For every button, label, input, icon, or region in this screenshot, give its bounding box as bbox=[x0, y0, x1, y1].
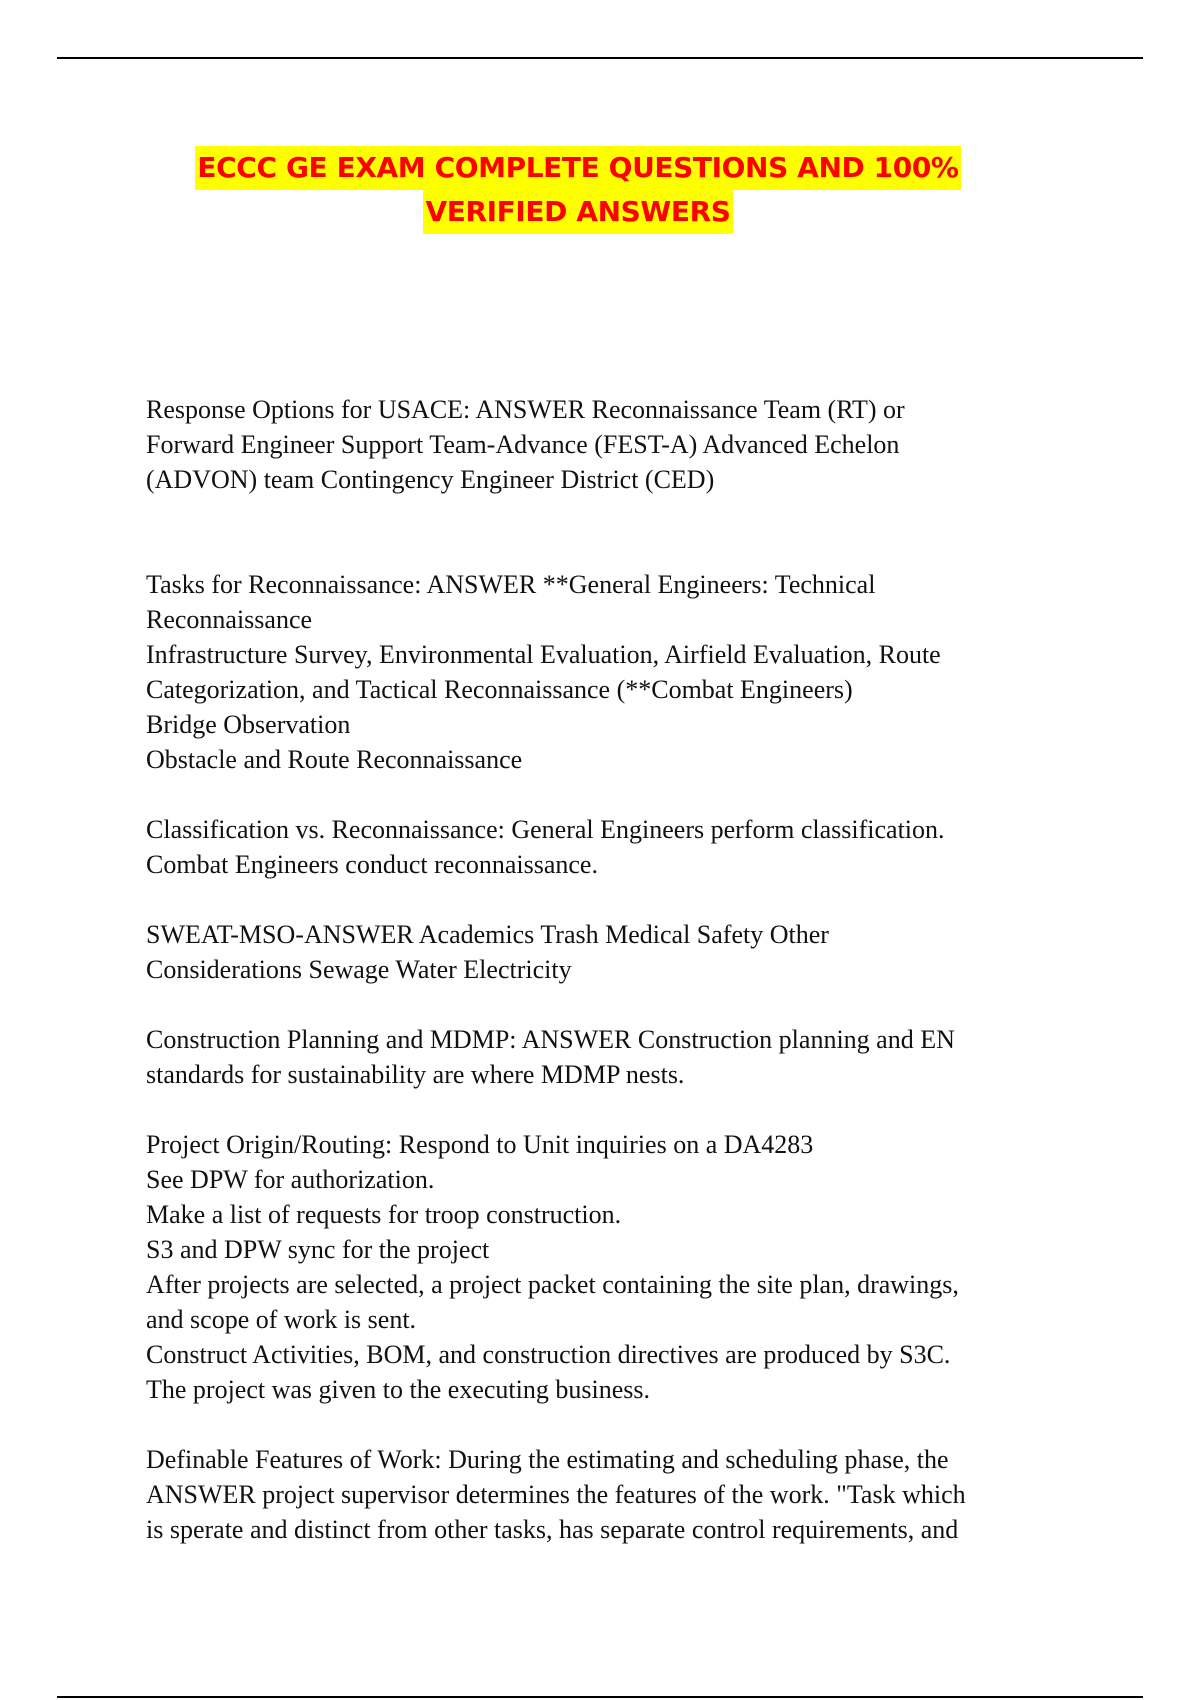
text-line: standards for sustainability are where MDMP nests. bbox=[146, 1060, 685, 1089]
text-line: Classification vs. Reconnaissance: General Engineers perform classification. bbox=[146, 815, 945, 844]
text-line: Reconnaissance bbox=[146, 605, 313, 634]
text-line: After projects are selected, a project packet containing the site plan, drawings, bbox=[146, 1270, 959, 1299]
title-line-2: VERIFIED ANSWERS bbox=[423, 190, 732, 234]
bottom-rule bbox=[57, 1696, 1143, 1698]
text-line: Bridge Observation bbox=[146, 710, 351, 739]
text-line: and scope of work is sent. bbox=[146, 1305, 417, 1334]
document-title bbox=[0, 146, 1156, 234]
text-line: Infrastructure Survey, Environmental Evaluation, Airfield Evaluation, Route bbox=[146, 640, 941, 669]
paragraph-tasks-reconnaissance bbox=[146, 567, 1066, 777]
text-line: SWEAT-MSO-ANSWER Academics Trash Medical Safety Other bbox=[146, 920, 829, 949]
text-line: Definable Features of Work: During the estimating and scheduling phase, the bbox=[146, 1445, 949, 1474]
paragraph-spacer bbox=[146, 987, 1066, 1022]
paragraph-response-options bbox=[146, 392, 1066, 497]
text-line: Project Origin/Routing: Respond to Unit inquiries on a DA4283 bbox=[146, 1130, 814, 1159]
text-line: Combat Engineers conduct reconnaissance. bbox=[146, 850, 598, 879]
paragraph-project-origin bbox=[146, 1127, 1066, 1407]
document-body bbox=[146, 392, 1066, 1547]
text-line: Response Options for USACE: ANSWER Reconnaissance Team (RT) or bbox=[146, 395, 905, 424]
paragraph-construction-planning bbox=[146, 1022, 1066, 1092]
top-rule bbox=[57, 57, 1143, 59]
text-line: Construction Planning and MDMP: ANSWER Construction planning and EN bbox=[146, 1025, 955, 1054]
text-line: is sperate and distinct from other tasks, has separate control requirements, and bbox=[146, 1515, 959, 1544]
text-line: Forward Engineer Support Team-Advance (FEST-A) Advanced Echelon bbox=[146, 430, 900, 459]
text-line: Make a list of requests for troop construction. bbox=[146, 1200, 622, 1229]
paragraph-spacer bbox=[146, 882, 1066, 917]
paragraph-spacer bbox=[146, 1407, 1066, 1442]
text-line: Construct Activities, BOM, and construction directives are produced by S3C. bbox=[146, 1340, 951, 1369]
text-line: ANSWER project supervisor determines the features of the work. "Task which bbox=[146, 1480, 966, 1509]
paragraph-sweat-mso bbox=[146, 917, 1066, 987]
paragraph-definable-features bbox=[146, 1442, 1066, 1547]
paragraph-classification bbox=[146, 812, 1066, 882]
text-line: Tasks for Reconnaissance: ANSWER **General Engineers: Technical bbox=[146, 570, 876, 599]
text-line: Categorization, and Tactical Reconnaissance (**Combat Engineers) bbox=[146, 675, 853, 704]
text-line: (ADVON) team Contingency Engineer District (CED) bbox=[146, 465, 715, 494]
text-line: Obstacle and Route Reconnaissance bbox=[146, 745, 523, 774]
text-line: The project was given to the executing business. bbox=[146, 1375, 650, 1404]
text-line: See DPW for authorization. bbox=[146, 1165, 435, 1194]
paragraph-spacer bbox=[146, 777, 1066, 812]
paragraph-spacer bbox=[146, 497, 1066, 567]
paragraph-spacer bbox=[146, 1092, 1066, 1127]
text-line: S3 and DPW sync for the project bbox=[146, 1235, 490, 1264]
text-line: Considerations Sewage Water Electricity bbox=[146, 955, 572, 984]
title-line-1: ECCC GE EXAM COMPLETE QUESTIONS AND 100% bbox=[195, 146, 960, 190]
